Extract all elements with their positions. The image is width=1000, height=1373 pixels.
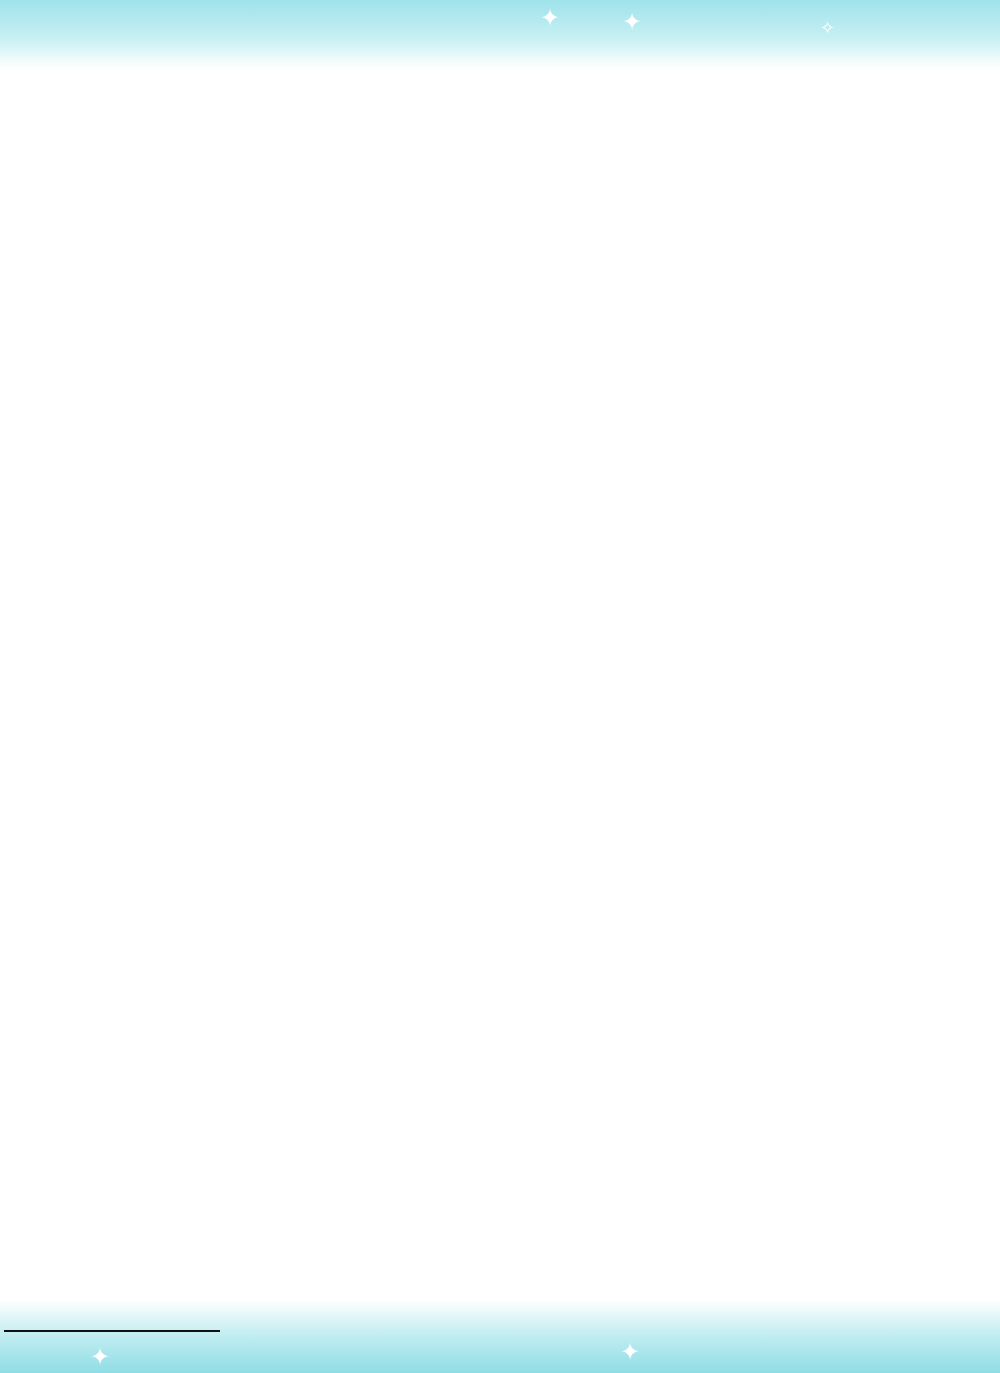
answer-line [92,1015,150,1039]
answer-line [102,246,160,270]
answer-line [92,1052,118,1076]
answer-line [92,1199,118,1223]
top-decoration-band [0,0,1000,68]
answer-line [102,209,128,233]
answer-line [92,1162,118,1186]
sparkle-icon: ✦ [622,8,643,36]
answer-line [96,792,122,816]
answer-line [96,902,122,926]
answer-line [96,829,122,853]
answer-line [102,171,128,195]
answer-line [96,866,154,890]
sparkle-icon: ✦ [540,4,561,32]
sparkle-icon: ✦ [90,1343,111,1371]
answer-line [96,939,122,963]
answer-line [92,1272,150,1296]
watermark-logo [820,1282,995,1370]
answer-line [102,321,128,345]
answer-line [92,978,118,1002]
sparkle-icon: ✦ [620,1338,641,1366]
answer-line [102,96,128,120]
answer-line [102,284,128,308]
answer-line [92,1125,118,1149]
answer-line [92,1236,118,1260]
answer-line [96,682,122,706]
sparkle-icon: ✧ [820,18,836,39]
answer-line [102,134,128,158]
answer-line [96,755,187,779]
answer-line [96,719,122,743]
answer-line [92,1088,118,1112]
footer-rule [4,1330,220,1332]
